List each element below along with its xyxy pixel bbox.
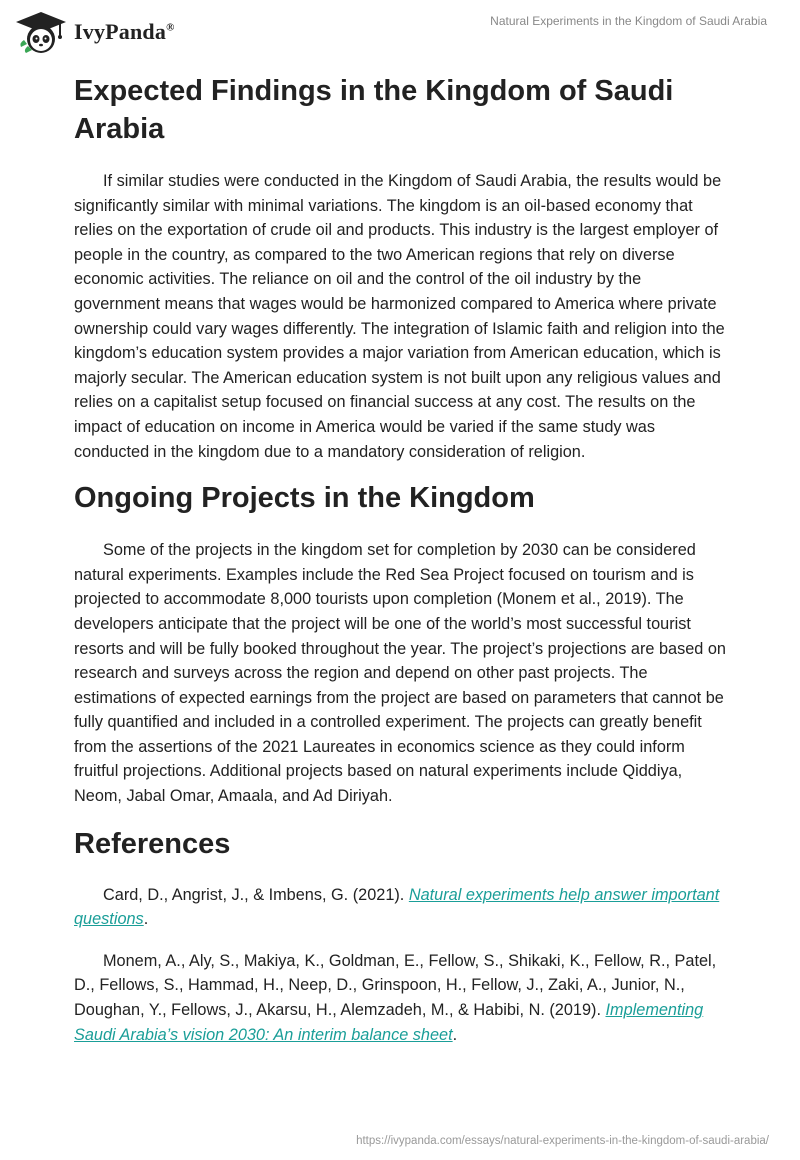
ivypanda-logo[interactable] [14,10,175,54]
reference-link[interactable]: Natural experiments help answer important questions [74,885,720,929]
reference-item: Card, D., Angrist, J., & Imbens, G. (2021). Natural experiments help answer important questions. [74,885,720,929]
essay-content [74,72,726,1047]
reference-item: Monem, A., Aly, S., Makiya, K., Goldman, E., Fellow, S., Shikaki, K., Fellow, R., Patel, D., Fellows, S., Hammad, H., Neep, D., Grinspoon, H., Fellow, J., Zaki, A., Junior, N., Doughan, Y., Fellows, J., Akarsu, H., Alemzadeh, M., & Habibi, N. (2019). Implementing Saudi Arabia’s vision 2030: An interim balance sheet. [74,951,717,1044]
section-heading: Ongoing Projects in the Kingdom [74,482,535,515]
section-heading: Expected Findings in the Kingdom of Saudi Arabia [74,75,674,145]
document-title: Natural Experiments in the Kingdom of Saudi Arabia [490,14,767,28]
references-heading: References [74,827,231,860]
brand-name: IvyPanda® [74,19,175,44]
paragraph: Some of the projects in the kingdom set for completion by 2030 can be considered natural experiments. Examples include the Red Sea Project focused on tourism and is projected to accommodate 8,000 tourists upon completion (Monem et al., 2019). The developers anticipate that the project will be one of the world’s most successful tourist resorts and will be fully booked throughout the year. The project’s projections are based on research and surveys across the region and depend on other past projects. The estimations of expected earnings from the project are based on parameters that cannot be fully quantified and included in a controlled experiment. The projects can greatly benefit from the assertions of the 2021 Laureates in economics science as they could inform fruitful projections. Additional projects based on natural experiments include Qiddiya, Neom, Jabal Omar, Amaala, and Ad Diriyah. [74,541,726,806]
paragraph: If similar studies were conducted in the Kingdom of Saudi Arabia, the results would be significantly similar with minimal variations. The kingdom is an oil-based economy that relies on the exportation of crude oil and products. This industry is the largest employer of people in the country, as compared to the two American regions that rely on diverse economic activities. The reliance on oil and the control of the oil industry by the government means that wages would be harmonized compared to America where private ownership could vary wages differently. The integration of Islamic faith and religion into the kingdom’s education system provides a major variation from American education, which is majorly secular. The American education system is not built upon any religious values and relies on a capitalist setup focused on financial success at any cost. The results on the impact of education on income in America would be varied if the same study was conducted in the kingdom due to a mandatory consideration of religion. [74,172,725,461]
footer-url[interactable]: https://ivypanda.com/essays/natural-experiments-in-the-kingdom-of-saudi-arabia/ [356,1135,769,1147]
panda-graduate-icon [14,10,68,54]
page-header [0,0,800,66]
reference-link[interactable]: Implementing Saudi Arabia’s vision 2030: An interim balance sheet [74,1001,704,1044]
